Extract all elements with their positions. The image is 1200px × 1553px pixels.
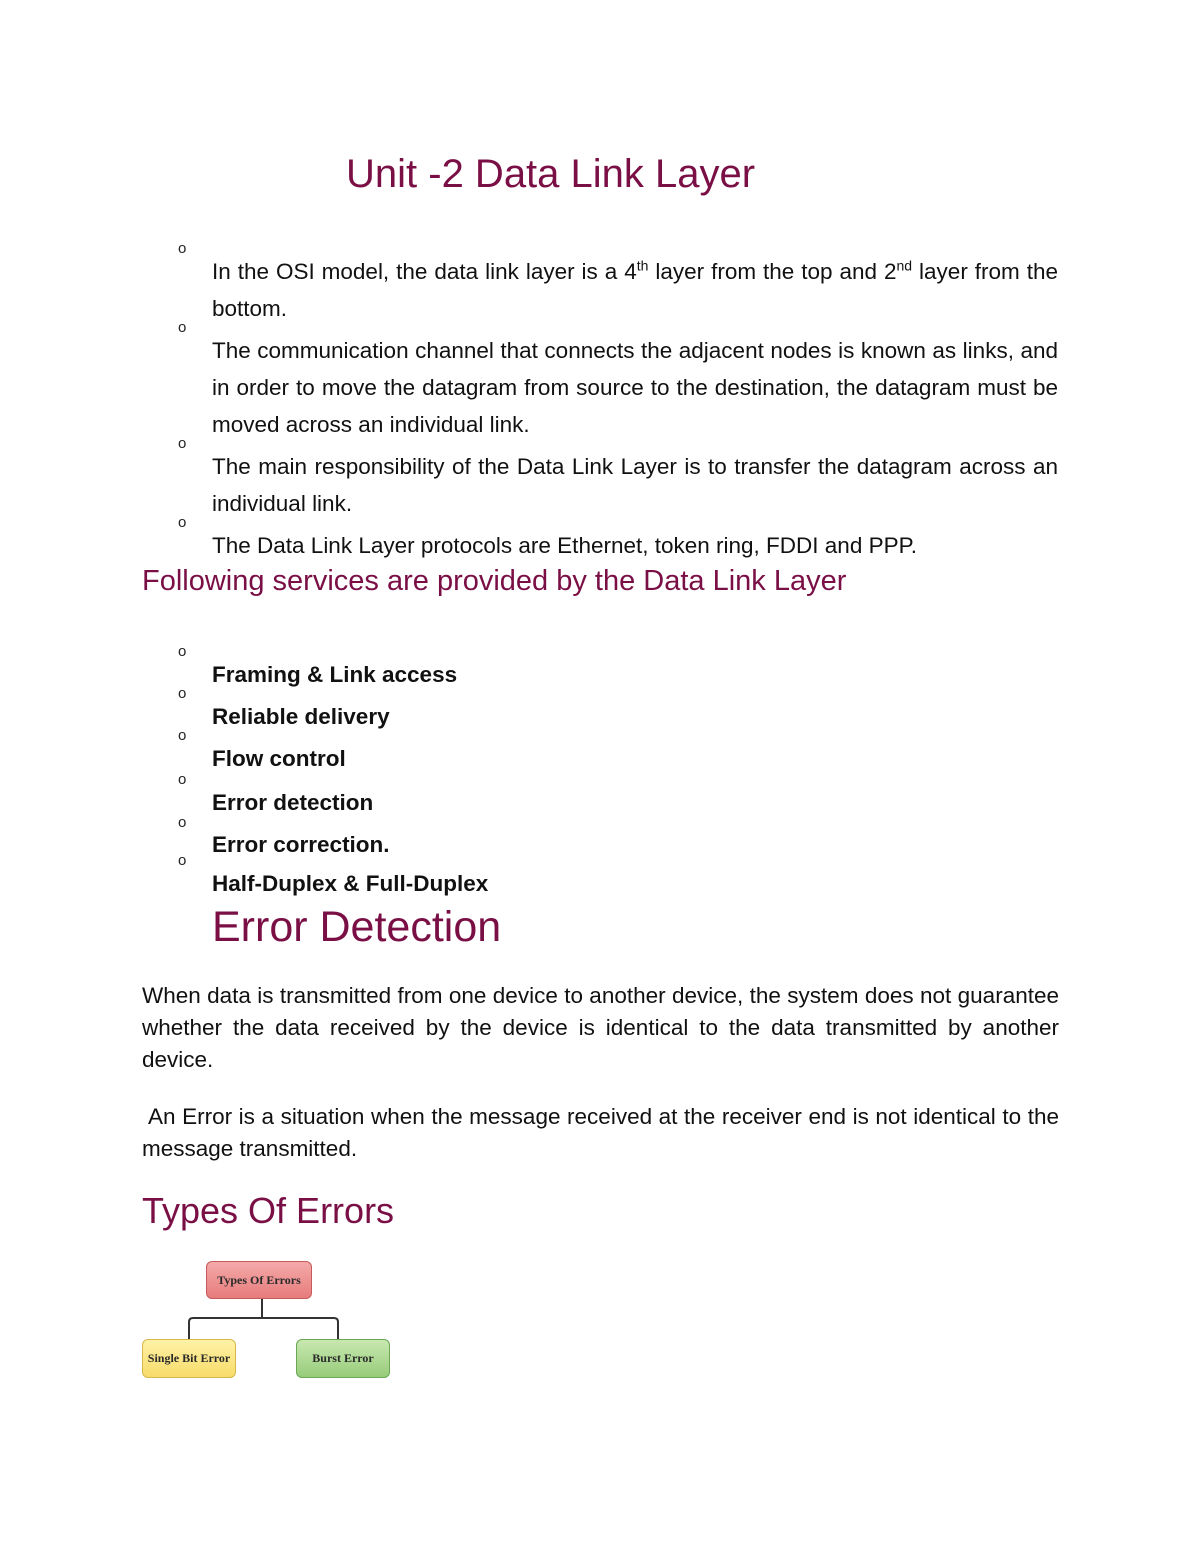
bullet-text: The main responsibility of the Data Link Layer is to transfer the datagram across an individual link. xyxy=(212,453,1058,516)
tree-connector-line xyxy=(189,1299,338,1339)
service-label: Error detection xyxy=(212,789,374,815)
diagram-node-single-bit-error: Single Bit Error xyxy=(142,1339,236,1378)
bullet-icon: o xyxy=(178,319,187,336)
bullet-icon: o xyxy=(178,643,187,660)
bullet-text: The Data Link Layer protocols are Ethernet, token ring, FDDI and PPP. xyxy=(212,532,917,558)
bullet-icon: o xyxy=(178,771,187,788)
bullet-icon: o xyxy=(178,240,187,257)
service-label: Error correction. xyxy=(212,831,390,857)
bullet-text: The communication channel that connects the adjacent nodes is known as links, and in order to move the datagram from source to the destination, the datagram must be moved across an individual link. xyxy=(212,337,1058,437)
service-label: Flow control xyxy=(212,745,346,771)
bullet-text: In the OSI model, the data link layer is a 4th layer from the top and 2nd layer from the bottom. xyxy=(212,257,1058,321)
bullet-icon: o xyxy=(178,685,187,702)
error-detection-paragraph: When data is transmitted from one device to another device, the system does not guarantee whether the data received by the device is identical to the data transmitted by another device. xyxy=(142,983,1059,1072)
bullet-icon: o xyxy=(178,435,187,452)
types-of-errors-heading: Types Of Errors xyxy=(142,1190,395,1231)
service-label: Half-Duplex & Full-Duplex xyxy=(212,870,489,896)
diagram-node-types-of-errors: Types Of Errors xyxy=(206,1261,312,1299)
services-heading: Following services are provided by the Data Link Layer xyxy=(142,565,847,597)
bullet-icon: o xyxy=(178,727,187,744)
service-label: Reliable delivery xyxy=(212,703,390,729)
error-detection-heading: Error Detection xyxy=(212,903,502,951)
page-title: Unit -2 Data Link Layer xyxy=(346,152,756,196)
bullet-icon: o xyxy=(178,514,187,531)
error-definition-paragraph: An Error is a situation when the message received at the receiver end is not identical to the message transmitted. xyxy=(142,1104,1059,1161)
bullet-icon: o xyxy=(178,814,187,831)
service-label: Framing & Link access xyxy=(212,661,458,687)
diagram-node-burst-error: Burst Error xyxy=(296,1339,390,1378)
bullet-icon: o xyxy=(178,852,187,869)
